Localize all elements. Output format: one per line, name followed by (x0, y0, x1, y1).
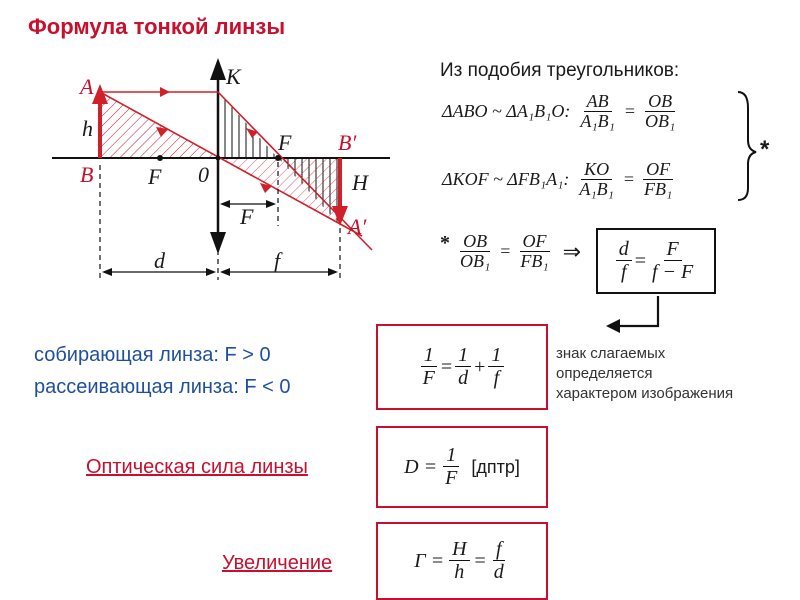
derived-e-den: f − F (652, 261, 694, 283)
dim-f-right (328, 268, 338, 276)
label-H: H (352, 170, 368, 195)
triangle-a1b1o (218, 158, 340, 225)
derived-c-num: d (616, 239, 632, 261)
label-f: f (274, 248, 281, 273)
optical-power-unit: [дптр] (471, 456, 520, 477)
tl-plus: + (474, 355, 486, 378)
magnification-b-num: f (493, 539, 505, 561)
magnification-a-den: h (454, 561, 465, 583)
sign-note-line3: характером изображения (556, 385, 734, 402)
label-d: d (154, 248, 165, 273)
dim-f-left (220, 268, 230, 276)
label-A: A (80, 74, 94, 99)
label-B: B (80, 162, 94, 187)
similarity-row1-prefix: ΔABO ~ ΔA₁B₁O: (442, 101, 571, 122)
magnification-eq: = (474, 549, 486, 572)
label-B-prime: B′ (338, 130, 357, 155)
optical-power-lhs: D = (404, 455, 438, 478)
derived-e-num: F (664, 239, 682, 261)
magnification-b-den: d (493, 561, 504, 583)
converging-lens-text: собирающая линза: F > 0 (34, 344, 271, 366)
optical-power-label: Оптическая сила линзы (86, 456, 308, 478)
derived-star: * (440, 232, 450, 254)
ray-parallel-arrow (160, 87, 170, 97)
label-O: 0 (198, 162, 209, 187)
row1-left-num: AB (584, 92, 612, 112)
magnification-lhs: Γ = (414, 549, 445, 572)
object-arrow-head (92, 84, 108, 104)
lens-top-arrow (210, 58, 226, 80)
derived-b-num: OF (520, 232, 550, 252)
thin-lens-formula-box (376, 324, 548, 410)
similarity-row-1: ΔABO ~ ΔA₁B₁O: $\frac{AB}{\text{A₁B₁}}$ = $\frac{OB}{\text{OB₁}}$ (442, 92, 681, 132)
page-title: Формула тонкой линзы (28, 14, 286, 39)
row1-right-num: OB (645, 92, 675, 112)
derived-relation: * $\frac{OB}{\text{OB₁}}$ = $\frac{OF}{\text{FB₁}}$ ⇒ (440, 231, 582, 271)
derivation-arrow (616, 296, 658, 326)
magnification-label: Увеличение (222, 552, 333, 574)
similarity-row-2: ΔKOF ~ ΔFB₁A₁: $\frac{KO}{\text{A₁B₁}}$ = $\frac{OF}{\text{FB₁}}$ (442, 160, 678, 200)
row2-left-den: A₁B₁ (579, 178, 614, 199)
dim-d-right (206, 268, 216, 276)
focus-left-dot (157, 155, 163, 161)
diverging-lens-text: рассеивающая линза: F < 0 (34, 376, 291, 398)
dim-F-left (220, 200, 230, 208)
tl-right-num: 1 (488, 345, 504, 367)
label-F-dim: F (240, 204, 254, 229)
similarity-brace (738, 92, 756, 200)
row2-right-den: FB₁ (644, 178, 673, 199)
label-h: h (82, 116, 93, 141)
implies-arrow: ⇒ (562, 238, 582, 264)
row2-left-num: KO (581, 160, 612, 180)
derived-b-den: FB₁ (520, 250, 549, 271)
similarity-star: * (760, 136, 770, 163)
sign-note (556, 344, 733, 404)
derived-result-box: $\frac{d}{f}$ = $\frac{F}{f - F}$ (596, 228, 716, 294)
row2-right-num: OF (643, 160, 673, 180)
label-F-right: F (278, 130, 292, 155)
row1-right-den: OB₁ (645, 110, 676, 131)
magnification-box (376, 522, 548, 600)
tl-eq: = (440, 355, 453, 378)
similarity-heading: Из подобия треугольников: (440, 60, 680, 81)
label-A-prime: A′ (348, 214, 367, 239)
dim-F-right (266, 200, 276, 208)
derived-a-num: OB (460, 232, 490, 252)
tl-mid-den: d (458, 367, 469, 389)
optical-power-box (376, 426, 548, 508)
magnification-a-num: H (449, 539, 469, 561)
tl-mid-num: 1 (455, 345, 471, 367)
derivation-arrow-head (606, 319, 620, 333)
lens-center-dot (216, 156, 221, 161)
tl-left-den: F (422, 367, 435, 389)
tl-right-den: f (493, 367, 500, 389)
row1-left-den: A₁B₁ (580, 110, 615, 131)
dim-d-left (102, 268, 112, 276)
similarity-row2-prefix: ΔKOF ~ ΔFB₁A₁: (442, 169, 570, 190)
label-F-left: F (148, 164, 162, 189)
sign-note-line1: знак слагаемых (556, 345, 666, 362)
sign-note-line2: определяется (556, 365, 653, 382)
derived-c-den: f (620, 261, 627, 283)
derived-a-den: OB₁ (460, 250, 491, 271)
label-K: K (226, 64, 241, 89)
optical-power-num: 1 (443, 445, 459, 467)
tl-left-num: 1 (421, 345, 437, 367)
optical-power-den: F (445, 467, 458, 489)
